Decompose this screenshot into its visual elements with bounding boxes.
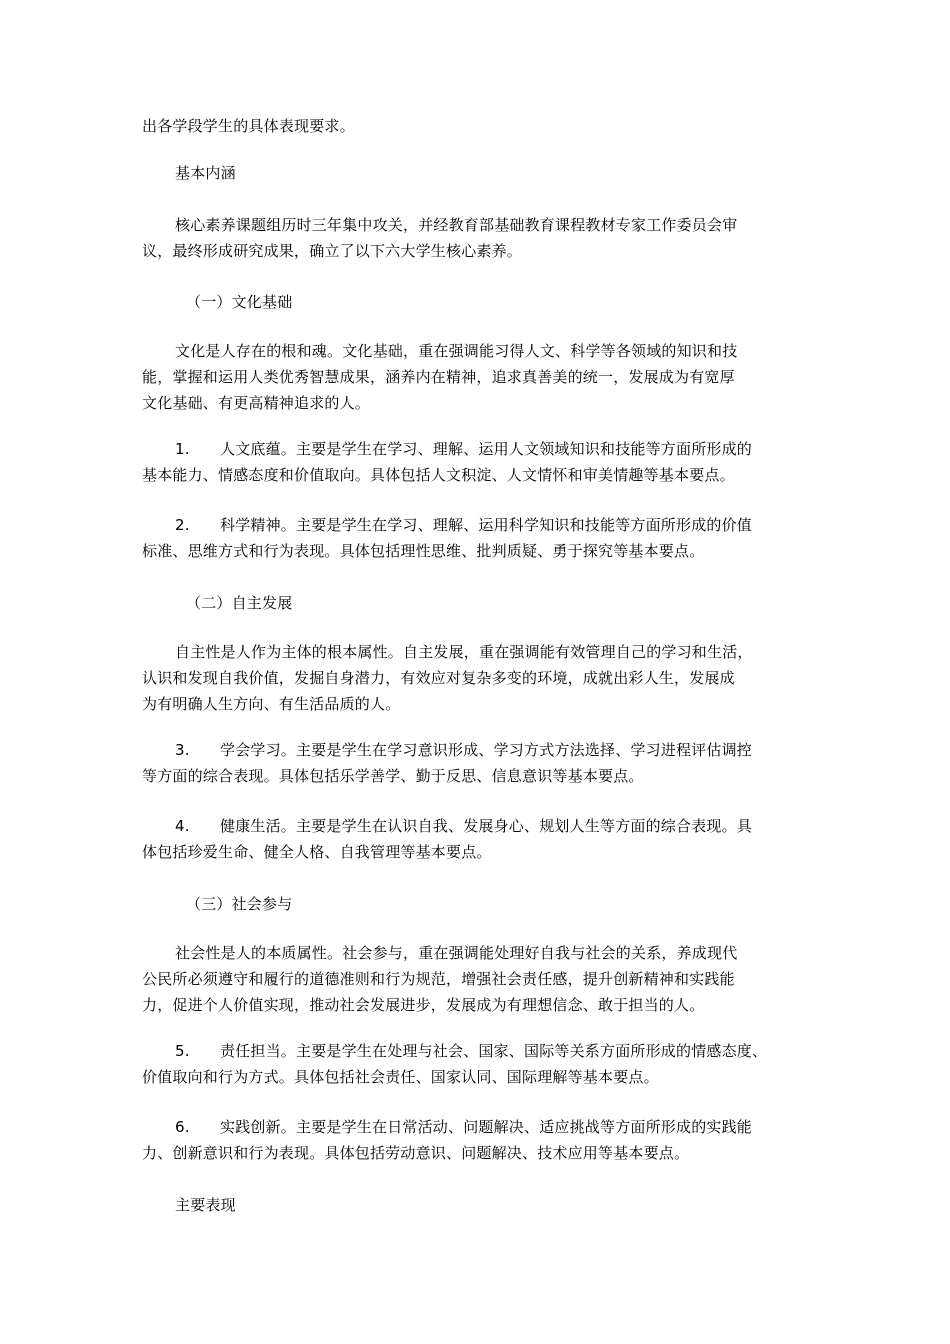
text-line bbox=[142, 512, 832, 538]
text-line: 认识和发现自我价值，发掘自身潜力，有效应对复杂多变的环境，成就出彩人生，发展成 bbox=[142, 669, 735, 687]
text-line: 主要表现 bbox=[175, 1196, 236, 1214]
item-number: 1. bbox=[175, 440, 190, 458]
text-line bbox=[142, 737, 832, 763]
text-line: （三）社会参与 bbox=[186, 895, 293, 913]
text-line bbox=[142, 436, 832, 462]
item-learning bbox=[142, 737, 832, 789]
text-line: 出各学段学生的具体表现要求。 bbox=[142, 117, 355, 135]
item-text: 科学精神。主要是学生在学习、理解、运用科学知识和技能等方面所形成的价值 bbox=[220, 516, 753, 534]
text-line: 公民所必须遵守和履行的道德准则和行为规范，增强社会责任感，提升创新精神和实践能 bbox=[142, 970, 735, 988]
text-line: 力，促进个人价值实现，推动社会发展进步，发展成为有理想信念、敢于担当的人。 bbox=[142, 996, 705, 1014]
paragraph-intro-tail bbox=[142, 113, 832, 139]
item-number: 4. bbox=[175, 817, 190, 835]
heading-social-participation bbox=[142, 891, 832, 917]
item-humanistic bbox=[142, 436, 832, 488]
paragraph-social-participation bbox=[142, 940, 832, 1018]
item-number: 6. bbox=[175, 1118, 190, 1136]
item-number: 5. bbox=[175, 1042, 190, 1060]
item-text: 责任担当。主要是学生在处理与社会、国家、国际等关系方面所形成的情感态度、 bbox=[220, 1042, 768, 1060]
item-text: 学会学习。主要是学生在学习意识形成、学习方式方法选择、学习进程评估调控 bbox=[220, 741, 753, 759]
paragraph-self-development bbox=[142, 639, 832, 717]
text-line bbox=[142, 813, 832, 839]
text-line: 基本内涵 bbox=[175, 164, 236, 182]
paragraph-overview bbox=[142, 212, 832, 264]
text-line: 力、创新意识和行为表现。具体包括劳动意识、问题解决、技术应用等基本要点。 bbox=[142, 1144, 690, 1162]
text-line: 核心素养课题组历时三年集中攻关，并经教育部基础教育课程教材专家工作委员会审 bbox=[175, 216, 738, 234]
text-line bbox=[142, 1114, 832, 1140]
text-line: 自主性是人作为主体的根本属性。自主发展，重在强调能有效管理自己的学习和生活， bbox=[175, 643, 753, 661]
text-line: 体包括珍爱生命、健全人格、自我管理等基本要点。 bbox=[142, 843, 492, 861]
text-line: 议，最终形成研究成果，确立了以下六大学生核心素养。 bbox=[142, 242, 523, 260]
paragraph-culture-foundation bbox=[142, 338, 832, 416]
section-heading-main-performance bbox=[142, 1192, 832, 1218]
text-line: 为有明确人生方向、有生活品质的人。 bbox=[142, 695, 401, 713]
item-practice-innovation bbox=[142, 1114, 832, 1166]
item-healthy-living bbox=[142, 813, 832, 865]
text-line: （二）自主发展 bbox=[186, 594, 293, 612]
item-number: 3. bbox=[175, 741, 190, 759]
item-text: 健康生活。主要是学生在认识自我、发展身心、规划人生等方面的综合表现。具 bbox=[220, 817, 753, 835]
text-line: 等方面的综合表现。具体包括乐学善学、勤于反思、信息意识等基本要点。 bbox=[142, 767, 644, 785]
text-line: 价值取向和行为方式。具体包括社会责任、国家认同、国际理解等基本要点。 bbox=[142, 1068, 659, 1086]
heading-culture-foundation bbox=[142, 289, 832, 315]
text-line: 文化是人存在的根和魂。文化基础，重在强调能习得人文、科学等各领域的知识和技 bbox=[175, 342, 738, 360]
text-line: 能，掌握和运用人类优秀智慧成果，涵养内在精神，追求真善美的统一，发展成为有宽厚 bbox=[142, 368, 735, 386]
text-line bbox=[142, 1038, 832, 1064]
item-responsibility bbox=[142, 1038, 832, 1090]
item-scientific bbox=[142, 512, 832, 564]
text-line: 基本能力、情感态度和价值取向。具体包括人文积淀、人文情怀和审美情趣等基本要点。 bbox=[142, 466, 735, 484]
heading-self-development bbox=[142, 590, 832, 616]
text-line: 文化基础、有更高精神追求的人。 bbox=[142, 394, 371, 412]
item-text: 人文底蕴。主要是学生在学习、理解、运用人文领域知识和技能等方面所形成的 bbox=[220, 440, 753, 458]
text-line: 社会性是人的本质属性。社会参与，重在强调能处理好自我与社会的关系，养成现代 bbox=[175, 944, 738, 962]
item-text: 实践创新。主要是学生在日常活动、问题解决、适应挑战等方面所形成的实践能 bbox=[220, 1118, 753, 1136]
text-line: 标准、思维方式和行为表现。具体包括理性思维、批判质疑、勇于探究等基本要点。 bbox=[142, 542, 705, 560]
section-heading-basic-meaning bbox=[142, 160, 832, 186]
text-line: （一）文化基础 bbox=[186, 293, 293, 311]
item-number: 2. bbox=[175, 516, 190, 534]
